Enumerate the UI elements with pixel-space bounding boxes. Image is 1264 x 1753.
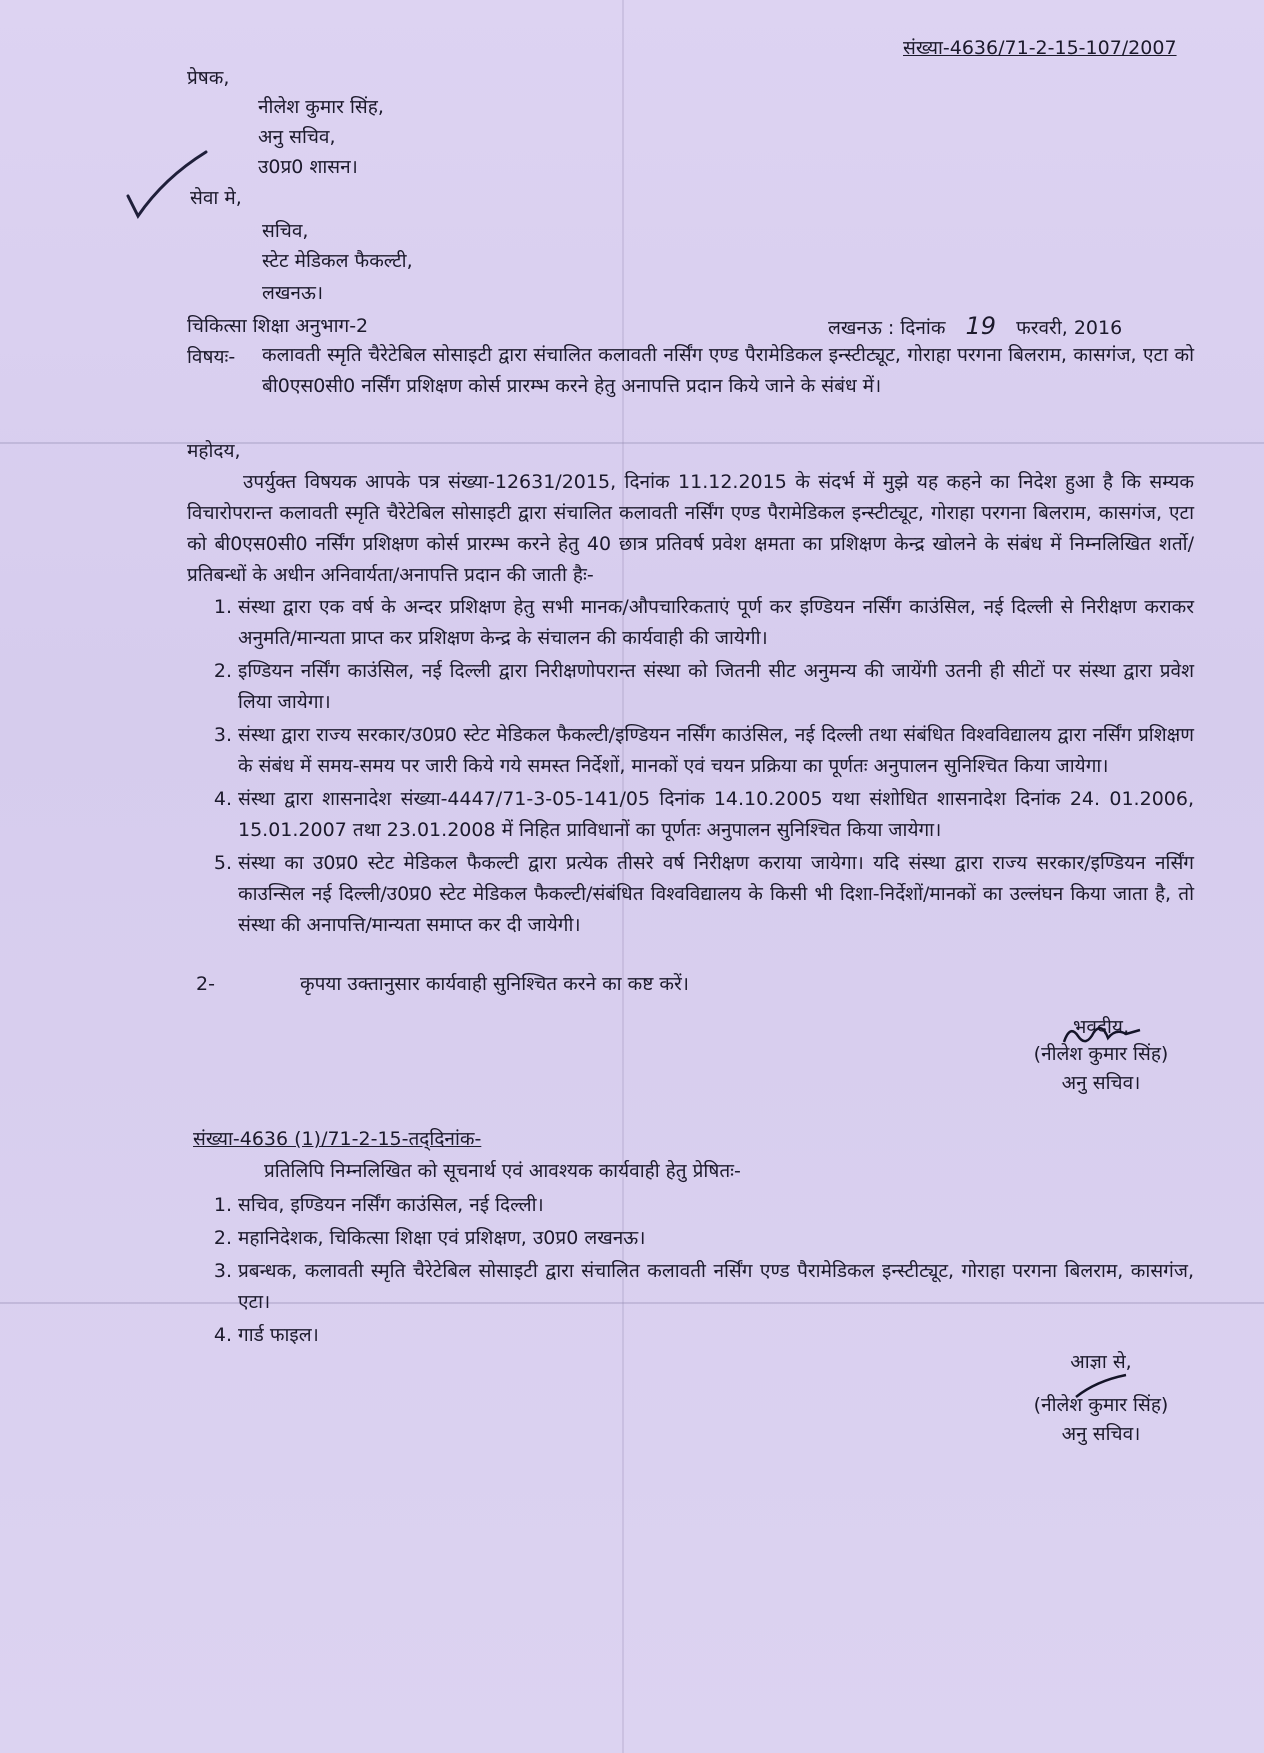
condition-item-text: संस्था द्वारा शासनादेश संख्या-4447/71-3-05-141/05 दिनांक 14.10.2005 यथा संशोधित शासनादेश दिनांक 24. 01.2006, 15.01.2007 तथा 23.01.2008 में निहित प्राविधानों का पूर्णतः अनुपालन सुनिश्चित किया जायेगा। bbox=[238, 788, 1194, 841]
copy-recipient-item bbox=[188, 1256, 1194, 1318]
sender-name: नीलेश कुमार सिंह, bbox=[258, 96, 384, 118]
condition-item-text: इण्डियन नर्सिंग काउंसिल, नई दिल्ली द्वारा निरीक्षणोपरान्त संस्था को जितनी सीट अनुमन्य की जायेंगी उतनी ही सीटों पर संस्था द्वारा प्रवेश लिया जायेगा। bbox=[238, 660, 1194, 713]
copy-recipient-item bbox=[188, 1223, 1194, 1254]
reference-number: संख्या-4636/71-2-15-107/2007 bbox=[903, 37, 1177, 59]
recipient-title: सचिव, bbox=[262, 220, 309, 242]
condition-item bbox=[188, 656, 1194, 718]
recipient-label: सेवा मे, bbox=[190, 187, 242, 209]
condition-item-number: 4. bbox=[213, 788, 232, 810]
condition-item bbox=[188, 784, 1194, 846]
condition-item bbox=[188, 592, 1194, 654]
condition-item-number: 3. bbox=[213, 724, 232, 746]
copy-recipient-item-text: महानिदेशक, चिकित्सा शिक्षा एवं प्रशिक्षण, उ0प्र0 लखनऊ। bbox=[238, 1227, 646, 1249]
subject-text: कलावती स्मृति चैरेटेबिल सोसाइटी द्वारा संचालित कलावती नर्सिंग एण्ड पैरामेडिकल इन्स्टीट्यूट, गोराहा परगना बिलराम, कासगंज, एटा को बी0एस0सी0 नर्सिंग प्रशिक्षण कोर्स प्रारम्भ करने हेतु अनापत्ति प्रदान किये जाने के संबंध में। bbox=[262, 344, 1194, 397]
copies-list bbox=[188, 1190, 1194, 1353]
signature-block-2 bbox=[1006, 1348, 1196, 1449]
condition-item bbox=[188, 720, 1194, 782]
signatory-designation: अनु सचिव। bbox=[1061, 1072, 1141, 1094]
sender-label: प्रेषक, bbox=[187, 67, 230, 89]
condition-item-number: 5. bbox=[213, 852, 232, 874]
para2-number: 2- bbox=[196, 973, 215, 995]
condition-item bbox=[188, 848, 1194, 941]
recipient-org: स्टेट मेडिकल फैकल्टी, bbox=[262, 250, 413, 272]
signatory-designation: अनु सचिव। bbox=[1061, 1423, 1141, 1445]
copy-recipient-item-number: 4. bbox=[213, 1324, 232, 1346]
copy-intro: प्रतिलिपि निम्नलिखित को सूचनार्थ एवं आवश्यक कार्यवाही हेतु प्रेषितः- bbox=[264, 1160, 741, 1182]
copy-recipient-item bbox=[188, 1320, 1194, 1351]
copy-recipient-item-number: 1. bbox=[213, 1194, 232, 1216]
copy-recipient-item-text: गार्ड फाइल। bbox=[238, 1324, 319, 1346]
sender-designation: अनु सचिव, bbox=[258, 126, 336, 148]
condition-item-number: 1. bbox=[213, 596, 232, 618]
conditions-list bbox=[188, 592, 1194, 943]
recipient-city: लखनऊ। bbox=[262, 282, 324, 304]
subject-label: विषयः- bbox=[187, 346, 236, 368]
copy-recipient-item bbox=[188, 1190, 1194, 1221]
sender-office: उ0प्र0 शासन। bbox=[258, 156, 358, 178]
letter-date bbox=[828, 312, 1122, 342]
condition-item-text: संस्था द्वारा राज्य सरकार/उ0प्र0 स्टेट मेडिकल फैकल्टी/इण्डियन नर्सिंग काउंसिल, नई दिल्ली तथा संबंधित विश्वविद्यालय द्वारा नर्सिंग प्रशिक्षण के संबंध में समय-समय पर जारी किये गये समस्त निर्देशों, मानकों एवं चयन प्रक्रिया का पूर्णतः अनुपालन सुनिश्चित किया जायेगा। bbox=[238, 724, 1194, 777]
condition-item-text: संस्था द्वारा एक वर्ष के अन्दर प्रशिक्षण हेतु सभी मानक/औपचारिकताएं पूर्ण कर इण्डियन नर्सिंग काउंसिल, नई दिल्ली से निरीक्षण कराकर अनुमति/मान्यता प्राप्त कर प्रशिक्षण केन्द्र के संचालन की कार्यवाही की जायेगी। bbox=[238, 596, 1194, 649]
signatory-name: (नीलेश कुमार सिंह) bbox=[1033, 1043, 1169, 1065]
signatory-name: (नीलेश कुमार सिंह) bbox=[1033, 1394, 1169, 1416]
date-day-handwritten: 19 bbox=[965, 312, 997, 340]
copy-recipient-item-text: प्रबन्धक, कलावती स्मृति चैरेटेबिल सोसाइटी द्वारा संचालित कलावती नर्सिंग एण्ड पैरामेडिकल इन्स्टीट्यूट, गोराहा परगना बिलराम, कासगंज, एटा। bbox=[238, 1260, 1194, 1313]
condition-item-text: संस्था का उ0प्र0 स्टेट मेडिकल फैकल्टी द्वारा प्रत्येक तीसरे वर्ष निरीक्षण कराया जायेगा। यदि संस्था द्वारा राज्य सरकार/इण्डियन नर्सिंग काउन्सिल नई दिल्ली/उ0प्र0 स्टेट मेडिकल फैकल्टी/संबंधित विश्वविद्यालय के किसी भी दिशा-निर्देशों/मानकों का उल्लंघन किया जाता है, तो संस्था की अनापत्ति/मान्यता समाप्त कर दी जायेगी। bbox=[238, 852, 1194, 936]
copy-reference-number: संख्या-4636 (1)/71-2-15-तद्‌दिनांक- bbox=[193, 1128, 482, 1150]
copy-recipient-item-text: सचिव, इण्डियन नर्सिंग काउंसिल, नई दिल्ली। bbox=[238, 1194, 544, 1216]
date-month-year: फरवरी, 2016 bbox=[1016, 317, 1123, 339]
copy-recipient-item-number: 3. bbox=[213, 1260, 232, 1282]
copy-recipient-item-number: 2. bbox=[213, 1227, 232, 1249]
date-prefix: लखनऊ : दिनांक bbox=[828, 317, 946, 339]
salutation: महोदय, bbox=[187, 440, 241, 462]
signature-closing: भवदीय, bbox=[1073, 1016, 1129, 1038]
letter-body: उपर्युक्त विषयक आपके पत्र संख्या-12631/2015, दिनांक 11.12.2015 के संदर्भ में मुझे यह कहने का निदेश हुआ है कि सम्यक विचारोपरान्त कलावती स्मृति चैरेटेबिल सोसाइटी द्वारा संचालित कलावती नर्सिंग एण्ड पैरामेडिकल इन्स्टीट्यूट, गोराहा परगना बिलराम, कासगंज, एटा को बी0एस0सी0 नर्सिंग प्रशिक्षण कोर्स प्रारम्भ करने हेतु 40 छात्र प्रतिवर्ष प्रवेश क्षमता का प्रशिक्षण केन्द्र खोलने के संबंध में निम्नलिखित शर्तो/प्रतिबन्धों के अधीन अनिवार्यता/अनापत्ति प्रदान की जाती हैः- bbox=[187, 471, 1194, 586]
section-name: चिकित्सा शिक्षा अनुभाग-2 bbox=[187, 315, 369, 337]
para2-text: कृपया उक्तानुसार कार्यवाही सुनिश्चित करने का कष्ट करें। bbox=[300, 973, 689, 995]
condition-item-number: 2. bbox=[213, 660, 232, 682]
signature-closing: आज्ञा से, bbox=[1070, 1351, 1132, 1373]
signature-block-1 bbox=[1006, 1013, 1196, 1098]
